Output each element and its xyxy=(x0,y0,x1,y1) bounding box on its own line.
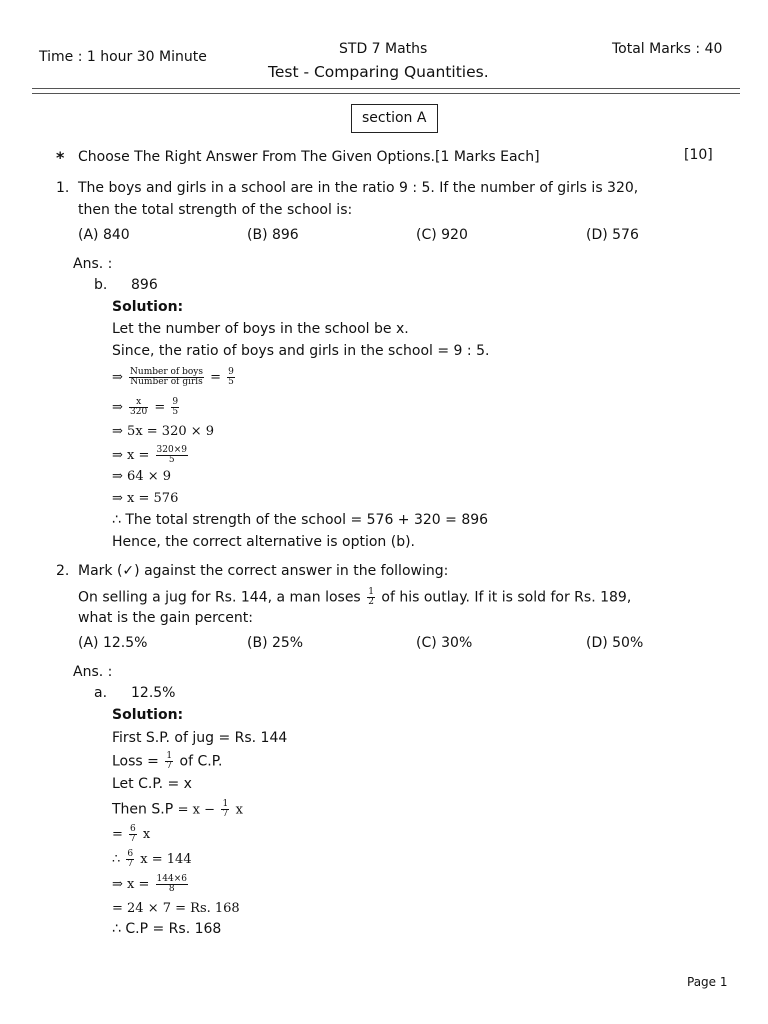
q2-intro: Mark (✓) against the correct answer in the following: xyxy=(78,563,449,579)
q2-solution-line1: First S.P. of jug = Rs. 144 xyxy=(112,730,288,746)
q2-loss-line: Loss = $\frac{1}{7}$ of C.P. xyxy=(112,751,223,771)
page-number: Page 1 xyxy=(687,975,728,989)
q1-solution-label: Solution: xyxy=(112,299,184,315)
implies-symbol: ⇒ xyxy=(112,469,123,484)
instruction-text: Choose The Right Answer From The Given Options.[1 Marks Each] xyxy=(78,149,540,165)
q1-number: 1. xyxy=(56,180,70,196)
total-marks: Total Marks : 40 xyxy=(612,41,723,57)
q1-solution-line2: Since, the ratio of boys and girls in the school = 9 : 5. xyxy=(112,343,490,359)
fraction: $\frac{6}{7}$ xyxy=(127,849,134,869)
fraction: $\frac{320\times 9}{5}$ xyxy=(156,445,187,465)
q2-eq-rs168: = 24 × 7 = Rs. 168 xyxy=(112,901,240,916)
q2-answer-label: Ans. : xyxy=(73,664,113,680)
q1-option-d: (D) 576 xyxy=(586,227,639,243)
q1-final: Hence, the correct alternative is option (b). xyxy=(112,534,415,550)
implies-symbol: ⇒ xyxy=(112,448,123,463)
fraction: $\frac{\text{Number of boys}}{\text{Number of girls}}$ xyxy=(130,367,203,387)
q2-number: 2. xyxy=(56,563,70,579)
q1-eq-proportion: ⇒ $\frac{x}{320}$ = $\frac{9}{5}$ xyxy=(112,397,179,417)
fraction: $\frac{9}{5}$ xyxy=(228,367,234,387)
q1-eq-result: ⇒ x = 576 xyxy=(112,491,179,506)
therefore-symbol: ∴ xyxy=(112,921,121,937)
implies-symbol: ⇒ xyxy=(112,877,123,892)
implies-symbol: ⇒ xyxy=(112,424,123,439)
class-subject: STD 7 Maths xyxy=(339,41,428,57)
q1-option-b: (B) 896 xyxy=(247,227,299,243)
q2-conclusion: ∴ C.P = Rs. 168 xyxy=(112,921,222,937)
q1-eq-ratio: ⇒ $\frac{\text{Number of boys}}{\text{Number of girls}}$ = $\frac{9}{5}$ xyxy=(112,367,234,387)
q1-answer-label: Ans. : xyxy=(73,256,113,272)
q2-answer-letter: a. xyxy=(94,685,108,701)
fraction: $\frac{9}{5}$ xyxy=(172,397,179,417)
q2-eq-equals-144: ∴ $\frac{6}{7}$ x = 144 xyxy=(112,849,192,869)
q2-text-line1: On selling a jug for Rs. 144, a man loses $\frac{1}{2}$ of his outlay. If it is sold for Rs. 189, xyxy=(78,587,632,607)
q1-eq-product: ⇒ 64 × 9 xyxy=(112,469,172,484)
q1-answer-letter: b. xyxy=(94,277,108,293)
q1-answer-value: 896 xyxy=(131,277,158,293)
fraction: $\frac{144\times 6}{8}$ xyxy=(156,874,187,894)
instruction-star: * xyxy=(56,148,65,167)
fraction: $\frac{x}{320}$ xyxy=(130,397,148,417)
time-label: Time : 1 hour 30 Minute xyxy=(39,49,207,65)
q1-eq-x-fraction: ⇒ x = $\frac{320\times 9}{5}$ xyxy=(112,445,187,465)
q2-then-line: Then S.P = x − $\frac{1}{7}$ x xyxy=(112,799,243,819)
q2-solution-label: Solution: xyxy=(112,707,184,723)
implies-symbol: ⇒ xyxy=(112,370,123,385)
q2-eq-six-sevenths: = $\frac{6}{7}$ x xyxy=(112,824,151,844)
q2-eq-x-fraction: ⇒ x = $\frac{144\times 6}{8}$ xyxy=(112,874,187,894)
fraction: $\frac{1}{2}$ xyxy=(368,587,374,607)
section-label: section A xyxy=(362,110,427,126)
fraction: $\frac{1}{7}$ xyxy=(166,751,173,771)
q1-solution-line1: Let the number of boys in the school be x. xyxy=(112,321,409,337)
header-rule-top xyxy=(32,88,740,89)
q1-text-line1: The boys and girls in a school are in the ratio 9 : 5. If the number of girls is 320, xyxy=(78,180,639,196)
implies-symbol: ⇒ xyxy=(112,491,123,506)
q2-answer-value: 12.5% xyxy=(131,685,176,701)
fraction: $\frac{1}{7}$ xyxy=(222,799,229,819)
q1-option-c: (C) 920 xyxy=(416,227,468,243)
instruction-marks: [10] xyxy=(684,147,713,163)
fraction: $\frac{6}{7}$ xyxy=(130,824,136,844)
therefore-symbol: ∴ xyxy=(112,852,121,867)
implies-symbol: ⇒ xyxy=(112,400,123,415)
q2-solution-line2: Let C.P. = x xyxy=(112,776,192,792)
q2-text-line2: what is the gain percent: xyxy=(78,610,253,626)
q1-text-line2: then the total strength of the school is: xyxy=(78,202,353,218)
q2-option-d: (D) 50% xyxy=(586,635,644,651)
therefore-symbol: ∴ xyxy=(112,512,121,528)
q2-option-a: (A) 12.5% xyxy=(78,635,148,651)
q1-eq-cross: ⇒ 5x = 320 × 9 xyxy=(112,424,215,439)
q2-option-c: (C) 30% xyxy=(416,635,473,651)
test-title: Test - Comparing Quantities. xyxy=(268,63,489,81)
q2-option-b: (B) 25% xyxy=(247,635,304,651)
q1-option-a: (A) 840 xyxy=(78,227,130,243)
q1-conclusion: ∴ The total strength of the school = 576 + 320 = 896 xyxy=(112,512,489,528)
header-rule-bottom xyxy=(32,93,740,94)
